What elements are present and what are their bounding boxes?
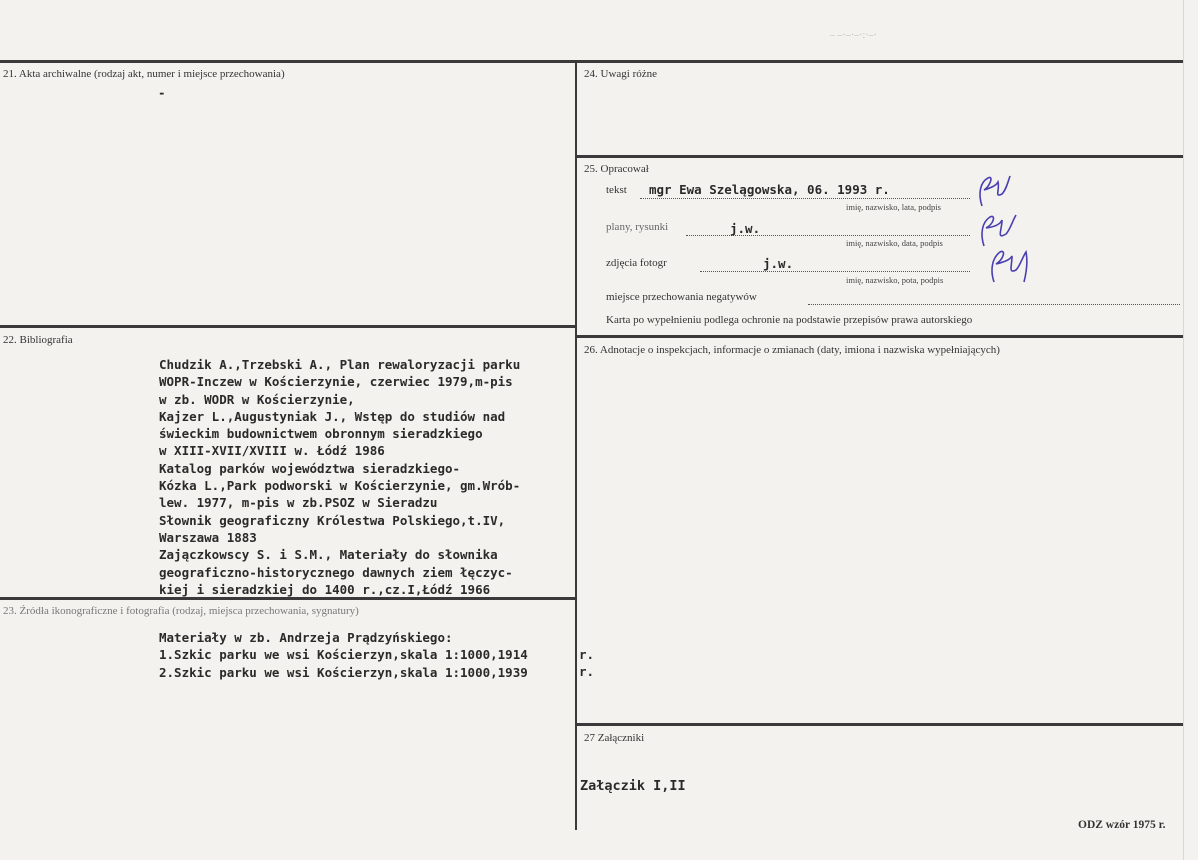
section-22-label: 22. Bibliografia (3, 334, 73, 346)
zdjecia-value: j.w. (763, 256, 794, 271)
right-edge-line (1183, 0, 1184, 860)
section-21-value: - (158, 85, 166, 100)
zdjecia-caption: imię, nazwisko, pota, podpis (846, 275, 944, 285)
bibliography-line: w XIII-XVII/XVIII w. Łódź 1986 (159, 443, 385, 459)
iconography-suffix-2: r. (579, 664, 595, 679)
negatywy-dotted-line (808, 303, 1180, 305)
bibliography-line: Warszawa 1883 (159, 529, 257, 545)
iconography-line: 1.Szkic parku we wsi Kościerzyn,skala 1:1000,1914 (159, 647, 528, 663)
bibliography-line: WOPR-Inczew w Kościerzynie, czerwiec 1979,m-pis (159, 374, 513, 390)
rule-right-24-25 (577, 155, 1184, 158)
signature-tekst (968, 172, 1018, 210)
section-27-label: 27 Załączniki (584, 732, 645, 744)
iconography-list (159, 629, 528, 681)
rule-left-21-22 (0, 325, 575, 328)
plany-dotted-line (686, 234, 970, 236)
copyright-note: Karta po wypełnieniu podlega ochronie na podstawie przepisów prawa autorskiego (606, 314, 973, 326)
section-21-label: 21. Akta archiwalne (rodzaj akt, numer i miejsce przechowania) (3, 68, 285, 80)
tekst-caption: imię, nazwisko, lata, podpis (846, 202, 941, 212)
plany-caption: imię, nazwisko, data, podpis (846, 238, 943, 248)
faint-pencil-mark: – –·–·–·:·–· (830, 30, 877, 41)
signature-zdjecia (982, 244, 1034, 286)
plany-value: j.w. (730, 221, 761, 236)
bibliography-line: Katalog parków województwa sieradzkiego- (159, 460, 461, 476)
iconography-line: 2.Szkic parku we wsi Kościerzyn,skala 1:1000,1939 (159, 664, 528, 680)
form-code: ODZ wzór 1975 r. (1078, 819, 1166, 831)
bibliography-list (159, 356, 520, 598)
bibliography-line: świeckim budownictwem obronnym sieradzkiego (159, 426, 483, 442)
bibliography-line: w zb. WODR w Kościerzynie, (159, 391, 355, 407)
rule-right-26-27 (577, 723, 1184, 726)
negatywy-label: miejsce przechowania negatywów (606, 291, 757, 303)
top-rule (0, 60, 1184, 63)
iconography-suffix-1: r. (579, 647, 595, 662)
bibliography-line: lew. 1977, m-pis w zb.PSOZ w Sieradzu (159, 495, 438, 511)
section-26-label: 26. Adnotacje o inspekcjach, informacje o zmianach (daty, imiona i nazwiska wypełniających) (584, 344, 1000, 356)
rule-right-25-26 (577, 335, 1184, 338)
section-25-label: 25. Opracował (584, 163, 649, 175)
bibliography-line: Słownik geograficzny Królestwa Polskiego,t.IV, (159, 512, 506, 528)
bibliography-line: kiej i sieradzkiej do 1400 r.,cz.I,Łódź 1966 (159, 581, 491, 597)
bibliography-line: Chudzik A.,Trzebski A., Plan rewaloryzacji parku (159, 357, 521, 372)
bibliography-line: geograficzno-historycznego dawnych ziem łęczyc- (159, 564, 513, 580)
plany-label: plany, rysunki (606, 221, 669, 233)
bibliography-line: Zajączkowscy S. i S.M., Materiały do słownika (159, 547, 498, 563)
iconography-line: Materiały w zb. Andrzeja Prądzyńskiego: (159, 630, 453, 645)
bibliography-line: Kózka L.,Park podworski w Kościerzynie, gm.Wrób- (159, 478, 521, 494)
zdjecia-dotted-line (700, 270, 970, 272)
tekst-label: tekst (606, 184, 627, 196)
section-24-label: 24. Uwagi różne (584, 68, 658, 80)
bibliography-line: Kajzer L.,Augustyniak J., Wstęp do studiów nad (159, 408, 506, 424)
center-divider (575, 62, 577, 830)
section-27-value: Załączik I,II (580, 778, 686, 794)
tekst-value: mgr Ewa Szelągowska, 06. 1993 r. (649, 182, 890, 197)
zdjecia-label: zdjęcia fotogr (606, 257, 667, 269)
section-23-label: 23. Źródła ikonograficzne i fotografia (rodzaj, miejsca przechowania, sygnatury) (3, 605, 359, 617)
